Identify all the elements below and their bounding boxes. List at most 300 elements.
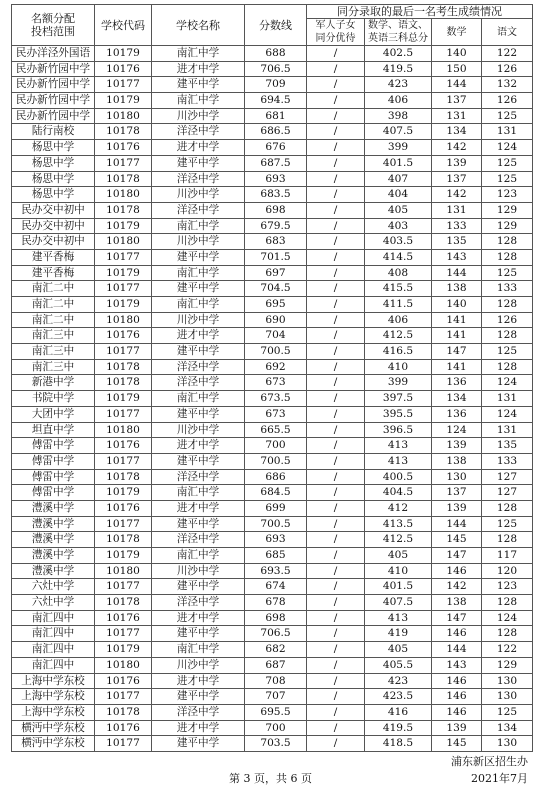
score-cell: 700.5	[245, 453, 307, 469]
three-total-cell: 400.5	[365, 469, 432, 485]
code-cell: 10179	[95, 485, 152, 501]
school-cell: 川沙中学	[152, 422, 245, 438]
code-cell: 10176	[95, 673, 152, 689]
school-cell: 洋泾中学	[152, 359, 245, 375]
score-cell: 704.5	[245, 281, 307, 297]
code-cell: 10180	[95, 312, 152, 328]
score-cell: 686	[245, 469, 307, 485]
score-cell: 683	[245, 234, 307, 250]
range-cell: 杨思中学	[12, 140, 95, 156]
math-cell: 139	[432, 720, 482, 736]
school-cell: 建平中学	[152, 579, 245, 595]
three-total-cell: 412	[365, 500, 432, 516]
table-row	[12, 406, 533, 422]
range-cell: 六灶中学	[12, 595, 95, 611]
range-cell: 书院中学	[12, 391, 95, 407]
military-cell: /	[307, 391, 365, 407]
code-cell: 10179	[95, 391, 152, 407]
score-cell: 700	[245, 720, 307, 736]
three-total-cell: 410	[365, 359, 432, 375]
score-cell: 695.5	[245, 704, 307, 720]
range-cell: 民办洋泾外国语	[12, 46, 95, 62]
school-cell: 南汇中学	[152, 642, 245, 658]
chinese-cell: 127	[482, 469, 533, 485]
military-cell: /	[307, 265, 365, 281]
table-row	[12, 610, 533, 626]
math-cell: 138	[432, 453, 482, 469]
range-cell: 横沔中学东校	[12, 720, 95, 736]
range-cell: 南汇三中	[12, 344, 95, 360]
code-cell: 10179	[95, 297, 152, 313]
chinese-cell: 133	[482, 281, 533, 297]
range-cell: 民办交中初中	[12, 218, 95, 234]
table-row	[12, 344, 533, 360]
math-cell: 138	[432, 595, 482, 611]
math-cell: 146	[432, 689, 482, 705]
chinese-cell: 123	[482, 187, 533, 203]
school-cell: 川沙中学	[152, 187, 245, 203]
math-cell: 143	[432, 249, 482, 265]
score-cell: 681	[245, 108, 307, 124]
code-cell: 10177	[95, 579, 152, 595]
table-row	[12, 281, 533, 297]
math-cell: 146	[432, 626, 482, 642]
admission-table	[11, 4, 533, 752]
chinese-cell: 127	[482, 485, 533, 501]
military-cell: /	[307, 438, 365, 454]
range-cell: 横沔中学东校	[12, 736, 95, 752]
range-cell: 坦直中学	[12, 422, 95, 438]
chinese-cell: 126	[482, 93, 533, 109]
military-cell: /	[307, 108, 365, 124]
score-cell: 698	[245, 610, 307, 626]
range-cell: 南汇二中	[12, 312, 95, 328]
chinese-cell: 128	[482, 328, 533, 344]
score-cell: 673.5	[245, 391, 307, 407]
three-total-cell: 407.5	[365, 595, 432, 611]
three-total-cell: 416	[365, 704, 432, 720]
range-cell: 建平香梅	[12, 265, 95, 281]
range-cell: 傅雷中学	[12, 438, 95, 454]
military-cell: /	[307, 595, 365, 611]
math-cell: 141	[432, 359, 482, 375]
range-cell: 南汇四中	[12, 626, 95, 642]
score-cell: 700.5	[245, 516, 307, 532]
score-cell: 697	[245, 265, 307, 281]
chinese-cell: 129	[482, 657, 533, 673]
military-cell: /	[307, 61, 365, 77]
table-row	[12, 485, 533, 501]
school-cell: 进才中学	[152, 328, 245, 344]
header-name: 学校名称	[152, 5, 245, 46]
range-cell: 南汇三中	[12, 359, 95, 375]
score-cell: 708	[245, 673, 307, 689]
table-row	[12, 359, 533, 375]
school-cell: 建平中学	[152, 453, 245, 469]
range-cell: 南汇四中	[12, 657, 95, 673]
code-cell: 10178	[95, 171, 152, 187]
chinese-cell: 124	[482, 140, 533, 156]
score-cell: 684.5	[245, 485, 307, 501]
range-cell: 傅雷中学	[12, 485, 95, 501]
chinese-cell: 134	[482, 720, 533, 736]
military-cell: /	[307, 202, 365, 218]
math-cell: 134	[432, 391, 482, 407]
three-total-cell: 408	[365, 265, 432, 281]
score-cell: 693	[245, 171, 307, 187]
footer-date: 2021年7月	[471, 772, 528, 785]
code-cell: 10179	[95, 642, 152, 658]
score-cell: 700	[245, 438, 307, 454]
code-cell: 10177	[95, 516, 152, 532]
school-cell: 进才中学	[152, 438, 245, 454]
score-cell: 679.5	[245, 218, 307, 234]
school-cell: 建平中学	[152, 689, 245, 705]
code-cell: 10180	[95, 108, 152, 124]
military-cell: /	[307, 736, 365, 752]
header-chinese: 语文	[482, 19, 533, 46]
chinese-cell: 125	[482, 108, 533, 124]
chinese-cell: 130	[482, 673, 533, 689]
math-cell: 147	[432, 344, 482, 360]
score-cell: 699	[245, 500, 307, 516]
code-cell: 10177	[95, 155, 152, 171]
school-cell: 进才中学	[152, 610, 245, 626]
code-cell: 10177	[95, 344, 152, 360]
table-row	[12, 500, 533, 516]
chinese-cell: 126	[482, 312, 533, 328]
military-cell: /	[307, 657, 365, 673]
code-cell: 10177	[95, 453, 152, 469]
table-row	[12, 108, 533, 124]
school-cell: 川沙中学	[152, 234, 245, 250]
school-cell: 南汇中学	[152, 46, 245, 62]
math-cell: 142	[432, 579, 482, 595]
chinese-cell: 129	[482, 218, 533, 234]
table-row	[12, 516, 533, 532]
three-total-cell: 414.5	[365, 249, 432, 265]
table-row	[12, 532, 533, 548]
header-range	[12, 5, 95, 46]
range-cell: 六灶中学	[12, 579, 95, 595]
military-cell: /	[307, 720, 365, 736]
code-cell: 10179	[95, 265, 152, 281]
code-cell: 10178	[95, 469, 152, 485]
code-cell: 10180	[95, 234, 152, 250]
military-cell: /	[307, 187, 365, 203]
three-total-cell: 401.5	[365, 155, 432, 171]
score-cell: 700.5	[245, 344, 307, 360]
code-cell: 10177	[95, 736, 152, 752]
math-cell: 146	[432, 563, 482, 579]
score-cell: 676	[245, 140, 307, 156]
military-cell: /	[307, 140, 365, 156]
military-cell: /	[307, 563, 365, 579]
code-cell: 10179	[95, 46, 152, 62]
three-total-cell: 419.5	[365, 61, 432, 77]
code-cell: 10177	[95, 281, 152, 297]
three-total-cell: 413	[365, 453, 432, 469]
chinese-cell: 130	[482, 689, 533, 705]
three-total-cell: 412.5	[365, 532, 432, 548]
school-cell: 洋泾中学	[152, 124, 245, 140]
code-cell: 10178	[95, 202, 152, 218]
school-cell: 建平中学	[152, 344, 245, 360]
table-row	[12, 563, 533, 579]
math-cell: 137	[432, 171, 482, 187]
code-cell: 10177	[95, 689, 152, 705]
table-row	[12, 77, 533, 93]
three-total-cell: 403	[365, 218, 432, 234]
military-cell: /	[307, 485, 365, 501]
table-row	[12, 673, 533, 689]
school-cell: 洋泾中学	[152, 704, 245, 720]
math-cell: 143	[432, 657, 482, 673]
code-cell: 10179	[95, 548, 152, 564]
score-cell: 706.5	[245, 61, 307, 77]
score-cell: 665.5	[245, 422, 307, 438]
chinese-cell: 128	[482, 595, 533, 611]
range-cell: 澧溪中学	[12, 516, 95, 532]
military-cell: /	[307, 312, 365, 328]
chinese-cell: 125	[482, 265, 533, 281]
chinese-cell: 130	[482, 736, 533, 752]
table-row	[12, 422, 533, 438]
math-cell: 134	[432, 124, 482, 140]
header-military-text: 军人子女 同分优待	[315, 20, 356, 44]
score-cell: 682	[245, 642, 307, 658]
three-total-cell: 405.5	[365, 657, 432, 673]
school-cell: 建平中学	[152, 281, 245, 297]
military-cell: /	[307, 516, 365, 532]
math-cell: 137	[432, 485, 482, 501]
score-cell: 707	[245, 689, 307, 705]
range-cell: 澧溪中学	[12, 532, 95, 548]
school-cell: 南汇中学	[152, 218, 245, 234]
school-cell: 南汇中学	[152, 485, 245, 501]
score-cell: 692	[245, 359, 307, 375]
range-cell: 陆行南校	[12, 124, 95, 140]
military-cell: /	[307, 453, 365, 469]
math-cell: 147	[432, 548, 482, 564]
range-cell: 民办新竹园中学	[12, 61, 95, 77]
chinese-cell: 124	[482, 406, 533, 422]
code-cell: 10177	[95, 249, 152, 265]
three-total-cell: 397.5	[365, 391, 432, 407]
table-row	[12, 140, 533, 156]
table-row	[12, 391, 533, 407]
school-cell: 进才中学	[152, 673, 245, 689]
code-cell: 10179	[95, 93, 152, 109]
score-cell: 687	[245, 657, 307, 673]
three-total-cell: 407	[365, 171, 432, 187]
math-cell: 142	[432, 187, 482, 203]
range-cell: 民办新竹园中学	[12, 108, 95, 124]
three-total-cell: 419	[365, 626, 432, 642]
math-cell: 144	[432, 642, 482, 658]
table-row	[12, 124, 533, 140]
table-row	[12, 46, 533, 62]
table-row	[12, 218, 533, 234]
table-row	[12, 548, 533, 564]
three-total-cell: 401.5	[365, 579, 432, 595]
score-cell: 686.5	[245, 124, 307, 140]
math-cell: 140	[432, 297, 482, 313]
score-cell: 709	[245, 77, 307, 93]
code-cell: 10176	[95, 610, 152, 626]
math-cell: 136	[432, 406, 482, 422]
table-row	[12, 595, 533, 611]
score-cell: 704	[245, 328, 307, 344]
math-cell: 145	[432, 532, 482, 548]
military-cell: /	[307, 77, 365, 93]
three-total-cell: 407.5	[365, 124, 432, 140]
three-total-cell: 410	[365, 563, 432, 579]
chinese-cell: 128	[482, 500, 533, 516]
table-row	[12, 453, 533, 469]
table-row	[12, 265, 533, 281]
military-cell: /	[307, 375, 365, 391]
chinese-cell: 123	[482, 579, 533, 595]
military-cell: /	[307, 171, 365, 187]
three-total-cell: 423.5	[365, 689, 432, 705]
military-cell: /	[307, 579, 365, 595]
school-cell: 洋泾中学	[152, 171, 245, 187]
code-cell: 10178	[95, 532, 152, 548]
range-cell: 澧溪中学	[12, 500, 95, 516]
math-cell: 150	[432, 61, 482, 77]
header-military	[307, 19, 365, 46]
chinese-cell: 122	[482, 642, 533, 658]
table-row	[12, 689, 533, 705]
school-cell: 南汇中学	[152, 548, 245, 564]
score-cell: 678	[245, 595, 307, 611]
range-cell: 杨思中学	[12, 155, 95, 171]
chinese-cell: 133	[482, 453, 533, 469]
three-total-cell: 418.5	[365, 736, 432, 752]
school-cell: 建平中学	[152, 626, 245, 642]
military-cell: /	[307, 344, 365, 360]
chinese-cell: 120	[482, 563, 533, 579]
school-cell: 建平中学	[152, 155, 245, 171]
chinese-cell: 128	[482, 297, 533, 313]
score-cell: 695	[245, 297, 307, 313]
three-total-cell: 412.5	[365, 328, 432, 344]
range-cell: 南汇四中	[12, 642, 95, 658]
score-cell: 706.5	[245, 626, 307, 642]
footer-page-number: 第 3 页，共 6 页	[229, 772, 312, 785]
table-row	[12, 249, 533, 265]
military-cell: /	[307, 500, 365, 516]
three-total-cell: 404	[365, 187, 432, 203]
chinese-cell: 131	[482, 124, 533, 140]
math-cell: 130	[432, 469, 482, 485]
code-cell: 10180	[95, 422, 152, 438]
chinese-cell: 128	[482, 249, 533, 265]
header-score: 分数线	[245, 5, 307, 46]
three-total-cell: 413.5	[365, 516, 432, 532]
chinese-cell: 132	[482, 77, 533, 93]
range-cell: 民办新竹园中学	[12, 77, 95, 93]
score-cell: 688	[245, 46, 307, 62]
range-cell: 澧溪中学	[12, 548, 95, 564]
chinese-cell: 125	[482, 344, 533, 360]
math-cell: 141	[432, 328, 482, 344]
code-cell: 10176	[95, 500, 152, 516]
math-cell: 135	[432, 234, 482, 250]
score-cell: 673	[245, 406, 307, 422]
three-total-cell: 405	[365, 642, 432, 658]
three-total-cell: 415.5	[365, 281, 432, 297]
math-cell: 146	[432, 704, 482, 720]
code-cell: 10176	[95, 328, 152, 344]
code-cell: 10176	[95, 438, 152, 454]
military-cell: /	[307, 93, 365, 109]
military-cell: /	[307, 642, 365, 658]
military-cell: /	[307, 218, 365, 234]
military-cell: /	[307, 281, 365, 297]
math-cell: 146	[432, 673, 482, 689]
math-cell: 140	[432, 46, 482, 62]
math-cell: 136	[432, 375, 482, 391]
code-cell: 10176	[95, 720, 152, 736]
chinese-cell: 126	[482, 61, 533, 77]
math-cell: 131	[432, 108, 482, 124]
score-cell: 673	[245, 375, 307, 391]
range-cell: 南汇二中	[12, 297, 95, 313]
chinese-cell: 131	[482, 391, 533, 407]
math-cell: 144	[432, 516, 482, 532]
military-cell: /	[307, 359, 365, 375]
math-cell: 124	[432, 422, 482, 438]
range-cell: 民办交中初中	[12, 234, 95, 250]
chinese-cell: 125	[482, 155, 533, 171]
military-cell: /	[307, 249, 365, 265]
school-cell: 川沙中学	[152, 657, 245, 673]
military-cell: /	[307, 532, 365, 548]
school-cell: 进才中学	[152, 140, 245, 156]
table-row	[12, 312, 533, 328]
table-row	[12, 704, 533, 720]
header-three-subjects	[365, 19, 432, 46]
school-cell: 建平中学	[152, 516, 245, 532]
range-cell: 杨思中学	[12, 187, 95, 203]
chinese-cell: 124	[482, 375, 533, 391]
range-cell: 澧溪中学	[12, 563, 95, 579]
chinese-cell: 125	[482, 171, 533, 187]
footer-office: 浦东新区招生办	[451, 755, 528, 768]
school-cell: 建平中学	[152, 77, 245, 93]
math-cell: 139	[432, 438, 482, 454]
chinese-cell: 122	[482, 46, 533, 62]
math-cell: 142	[432, 140, 482, 156]
header-range-text: 名额分配 投档范围	[31, 12, 75, 38]
chinese-cell: 135	[482, 438, 533, 454]
score-cell: 690	[245, 312, 307, 328]
table-row	[12, 234, 533, 250]
table-row	[12, 720, 533, 736]
code-cell: 10178	[95, 359, 152, 375]
table-row	[12, 469, 533, 485]
score-cell: 687.5	[245, 155, 307, 171]
three-total-cell: 416.5	[365, 344, 432, 360]
military-cell: /	[307, 689, 365, 705]
chinese-cell: 128	[482, 234, 533, 250]
three-total-cell: 413	[365, 610, 432, 626]
military-cell: /	[307, 406, 365, 422]
math-cell: 141	[432, 312, 482, 328]
score-cell: 693	[245, 532, 307, 548]
